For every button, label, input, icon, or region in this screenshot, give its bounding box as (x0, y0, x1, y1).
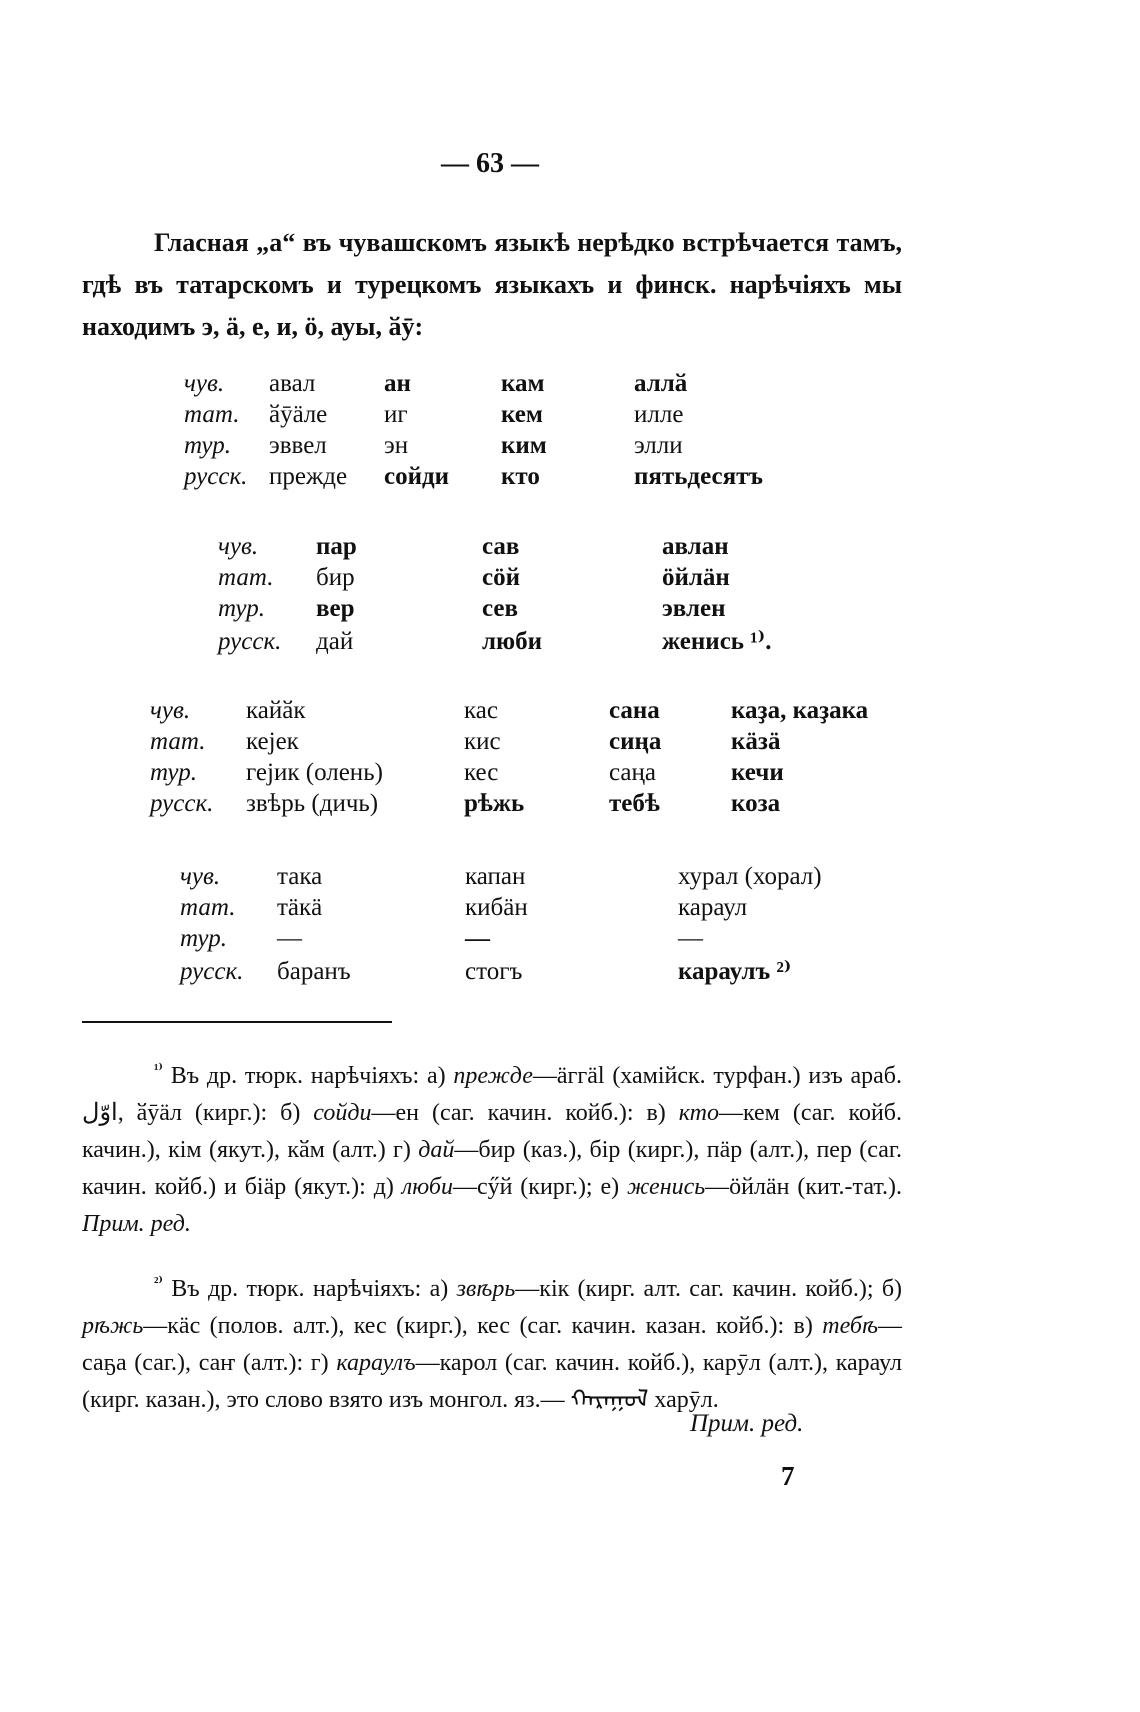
footnote-text: —ен (саг. качин. койб.): в) (371, 1100, 666, 1126)
word-cell: кејек (246, 728, 299, 755)
word-cell: кайӑк (246, 697, 306, 724)
table-row (180, 925, 878, 956)
footnote-marker: ²⁾ (154, 1275, 163, 1291)
word-cell: баранъ (277, 958, 351, 985)
footnote-1 (82, 1052, 902, 1243)
intro-paragraph: Гласная „а“ въ чувашскомъ языкѣ нерѣдко встрѣчается тамъ, гдѣ въ татарскомъ и турецкомъ языкахъ и финск. нарѣчіяхъ мы находимъ э, ӓ, е, и, ӧ, ауы, ӑӯ: (82, 228, 902, 341)
lang-label: тат. (150, 728, 206, 755)
word-cell: авлан (662, 533, 729, 560)
signature-mark: 7 (781, 1461, 795, 1491)
table-row (150, 697, 916, 728)
table-row (150, 790, 916, 821)
lang-label: русск. (150, 790, 214, 817)
word-cell: кибӓн (465, 894, 528, 921)
word-cell: кас (464, 697, 498, 724)
word-cell: аллӑ (634, 370, 688, 397)
editor-note: Прим. ред. (82, 1211, 191, 1237)
word-cell: кто (501, 463, 540, 490)
table-row (184, 463, 794, 494)
word-cell: элли (634, 432, 683, 459)
word-cell: вер (316, 595, 355, 622)
word-cell: — (277, 925, 302, 952)
comparison-table-4 (180, 863, 878, 987)
word-cell: дай (316, 628, 354, 655)
table-row (218, 626, 822, 657)
footnote-term: тебѣ (822, 1313, 878, 1339)
word-cell: кӓзӓ (731, 728, 781, 755)
table-row (180, 894, 878, 925)
word-cell: сӧй (482, 564, 521, 591)
footnote-divider (82, 1021, 392, 1023)
word-cell: кечи (731, 759, 784, 786)
word-cell: бир (316, 564, 355, 591)
lang-label: чув. (184, 370, 225, 397)
lang-label: тат. (180, 894, 236, 921)
footnote-text: —ӧйлӓн (кит.-тат.). (705, 1174, 903, 1200)
word-cell: капан (465, 863, 526, 890)
word-cell: стогъ (465, 958, 523, 985)
footnote-term: люби (401, 1174, 453, 1200)
word-cell: тӓкӓ (277, 894, 323, 921)
lang-label: русск. (218, 628, 282, 655)
word-cell: сав (482, 533, 520, 560)
table-row (184, 432, 794, 463)
comparison-table-3 (150, 697, 916, 821)
lang-label: чув. (150, 697, 191, 724)
footnote-text: —кем (саг. койб. качин.), кім (якут.), кӑм (алт.) г) (82, 1100, 902, 1163)
word-cell: сойди (384, 463, 450, 490)
word-cell: эввел (269, 432, 327, 459)
word-cell: сана (609, 697, 660, 724)
lang-label: тат. (184, 401, 240, 428)
lang-label: тур. (180, 925, 227, 952)
word-cell: сев (482, 595, 518, 622)
word-cell: люби (482, 628, 543, 655)
footnote-term: караулъ (336, 1350, 416, 1376)
footnote-term: прежде (453, 1063, 533, 1089)
lang-label: русск. (184, 463, 248, 490)
table-row (180, 956, 878, 987)
lang-label: чув. (218, 533, 259, 560)
word-cell: ким (501, 432, 547, 459)
word-cell: эн (384, 432, 409, 459)
lang-label: русск. (180, 958, 244, 985)
table-row (218, 564, 822, 595)
lang-label: тур. (150, 759, 197, 786)
word-cell: сиңа (609, 728, 662, 755)
table-row (218, 533, 822, 564)
word-cell: — (465, 925, 490, 952)
footnote-term: сойди (313, 1100, 372, 1126)
word-cell: така (277, 863, 323, 890)
lang-label: чув. (180, 863, 221, 890)
footnote-text: —кӓс (полов. алт.), кес (кирг.), кес (саг. качин. казан. койб.): в) (143, 1313, 813, 1339)
word-cell: пятьдесятъ (634, 463, 763, 490)
word-cell: коза (731, 790, 781, 817)
word-cell: ӧйлӓн (662, 564, 730, 591)
footnote-text: Въ др. тюрк. нарѣчіяхъ: а) (170, 1063, 446, 1089)
footnote-term: рѣжь (82, 1313, 144, 1339)
table-row (150, 728, 916, 759)
footnote-text: —сӳй (кирг.); е) (452, 1174, 620, 1200)
word-cell: тебѣ (609, 790, 660, 817)
table-row (180, 863, 878, 894)
page-number: — 63 — (441, 148, 539, 179)
word-cell: каҙа, каҙака (731, 697, 869, 724)
word-cell: — (678, 925, 703, 952)
word-cell: пар (316, 533, 357, 560)
word-cell: гејик (олень) (246, 759, 383, 786)
editor-signature: Прим. ред. (690, 1410, 804, 1437)
word-cell: ан (384, 370, 411, 397)
word-cell: иг (384, 401, 408, 428)
word-cell: караулъ ²⁾ (678, 958, 792, 985)
word-cell: хурал (хорал) (678, 863, 822, 890)
footnote-text: —бир (каз.), бір (кирг.), пӓр (алт.), пер (саг. качин. койб.) и біӓр (якут.): д) (82, 1137, 903, 1200)
footnote-term: женись (627, 1174, 706, 1200)
word-cell: эвлен (662, 595, 726, 622)
word-cell: кем (501, 401, 543, 428)
footnote-term: звѣрь (456, 1276, 516, 1302)
lang-label: тат. (218, 564, 274, 591)
footnote-term: дай (418, 1137, 455, 1163)
table-row (184, 370, 794, 401)
word-cell: женись ¹⁾. (662, 628, 772, 655)
word-cell: караул (678, 894, 748, 921)
table-row (184, 401, 794, 432)
word-cell: илле (634, 401, 684, 428)
footnote-text: —кік (кирг. алт. саг. качин. койб.); б) (515, 1276, 903, 1302)
footnote-2 (82, 1265, 902, 1419)
word-cell: авал (269, 370, 316, 397)
footnote-marker: ¹⁾ (154, 1062, 163, 1078)
table-row (218, 595, 822, 626)
table-row (150, 759, 916, 790)
word-cell: рѣжь (464, 790, 525, 817)
word-cell: прежде (269, 463, 348, 490)
word-cell: звѣрь (дичь) (246, 790, 379, 817)
footnote-text: —карол (саг. качин. койб.), карӯл (алт.), караул (кирг. казан.), это слово взято изъ монгол. яз.— ᠬᠠᠷᠠᠭᠤᠯ харӯл. (82, 1350, 902, 1413)
word-cell: кес (464, 759, 499, 786)
footnote-text: —ӓггӓl (хамійск. турфан.) изъ араб. اوّل, ӑӯӓл (кирг.): б) (82, 1063, 903, 1126)
footnote-term: кто (678, 1100, 719, 1126)
lang-label: тур. (184, 432, 231, 459)
word-cell: ӑӯӓле (269, 401, 328, 428)
lang-label: тур. (218, 595, 265, 622)
comparison-table-1 (184, 370, 794, 494)
word-cell: саңа (609, 759, 656, 786)
word-cell: кам (501, 370, 545, 397)
footnote-text: —саҕа (саг.), саҥ (алт.): г) (82, 1313, 902, 1376)
word-cell: кис (464, 728, 501, 755)
comparison-table-2 (218, 533, 822, 657)
footnote-text: Въ др. тюрк. нарѣчіяхъ: а) (171, 1276, 449, 1302)
